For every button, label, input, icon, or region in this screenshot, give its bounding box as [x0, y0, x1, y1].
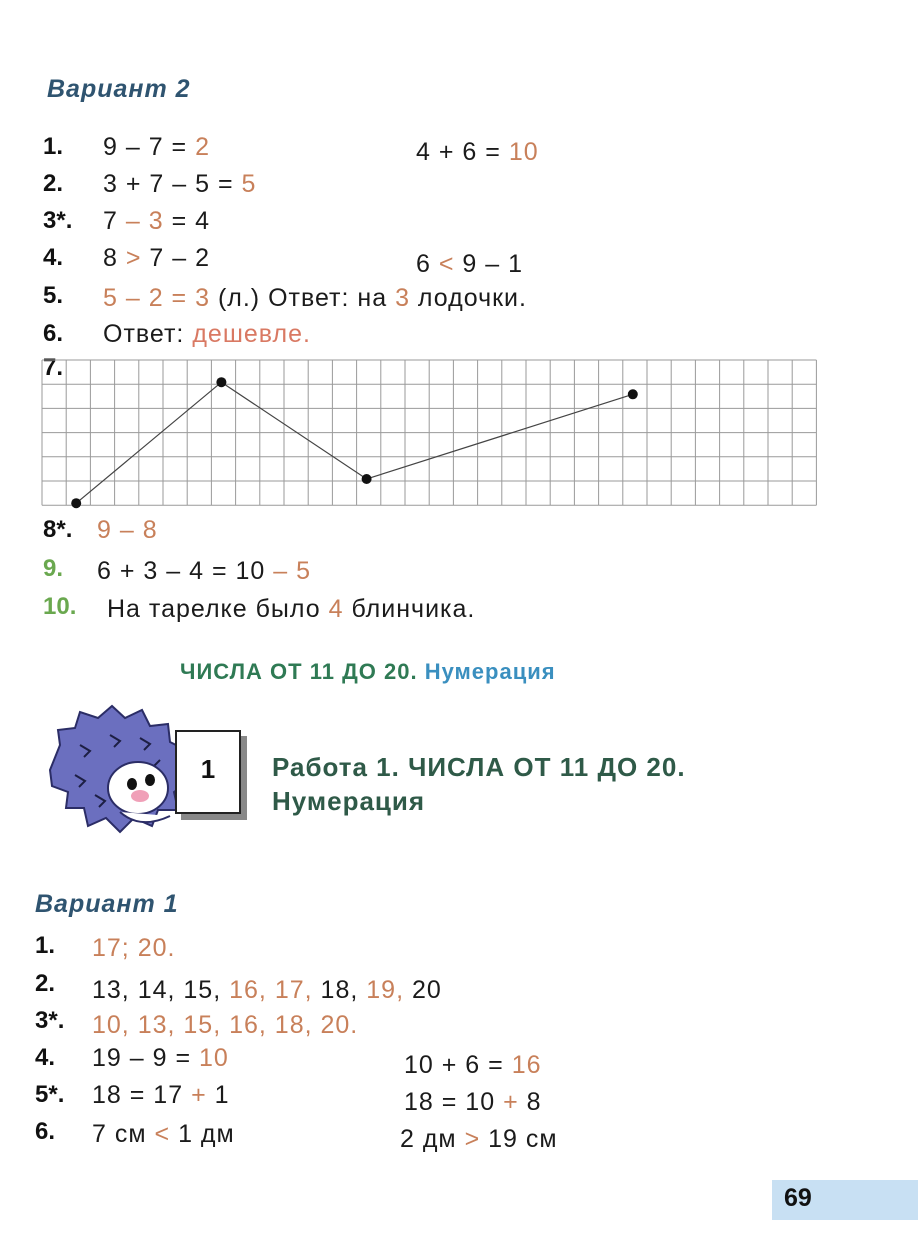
word-problem-answer: Ответ: дешевле. — [103, 320, 311, 348]
number-sequence: 10, 13, 15, 16, 18, 20. — [92, 1011, 359, 1039]
work-number-badge: 1 — [175, 730, 241, 814]
task-number: 2. — [43, 170, 64, 197]
task-number: 7. — [43, 354, 64, 381]
equation: 9 – 7 = 2 — [103, 133, 211, 161]
equation: 18 = 10 + 8 — [404, 1088, 542, 1116]
vertex-point — [216, 377, 226, 387]
word-problem-answer: 5 – 2 = 3 (л.) Ответ: на 3 лодочки. — [103, 284, 527, 312]
task-number: 2. — [35, 970, 56, 997]
task-number: 10. — [43, 593, 77, 620]
vertex-point — [362, 474, 372, 484]
vertex-point — [628, 389, 638, 399]
page-number-tab — [772, 1180, 918, 1220]
number-sequence: 13, 14, 15, 16, 17, 18, 19, 20 — [92, 976, 442, 1004]
variant-1-heading: Вариант 1 — [35, 890, 179, 918]
equation: 19 – 9 = 10 — [92, 1044, 229, 1072]
squared-grid-drawing — [40, 357, 836, 517]
page-number: 69 — [784, 1184, 812, 1212]
answer-list: 17; 20. — [92, 934, 176, 962]
task-number: 5. — [43, 282, 64, 309]
task-number: 1. — [35, 932, 56, 959]
word-problem-answer: На тарелке было 4 блинчика. — [107, 595, 476, 623]
work-title: Работа 1. ЧИСЛА ОТ 11 ДО 20. Нумерация — [272, 752, 686, 816]
task-number: 6. — [43, 320, 64, 347]
task-number: 3*. — [43, 207, 73, 234]
equation: 7 – 3 = 4 — [103, 207, 211, 235]
equation: 3 + 7 – 5 = 5 — [103, 170, 257, 198]
comparison: 7 см < 1 дм — [92, 1120, 235, 1148]
task-number: 8*. — [43, 516, 73, 543]
comparison: 2 дм > 19 см — [400, 1125, 558, 1153]
task-number: 1. — [43, 133, 64, 160]
task-number: 6. — [35, 1118, 56, 1145]
equation: 4 + 6 = 10 — [416, 138, 539, 166]
variant-2-heading: Вариант 2 — [47, 75, 191, 103]
equation: 10 + 6 = 16 — [404, 1051, 542, 1079]
equation: 9 – 8 — [97, 516, 158, 544]
task-number: 4. — [43, 244, 64, 271]
task-number: 5*. — [35, 1081, 65, 1108]
task-number: 4. — [35, 1044, 56, 1071]
comparison: 8 > 7 – 2 — [103, 244, 211, 272]
comparison: 6 < 9 – 1 — [416, 250, 524, 278]
task-number: 9. — [43, 555, 64, 582]
section-heading: ЧИСЛА ОТ 11 ДО 20. Нумерация — [180, 659, 556, 684]
task-number: 3*. — [35, 1007, 65, 1034]
broken-line — [76, 382, 633, 503]
equation: 6 + 3 – 4 = 10 – 5 — [97, 557, 312, 585]
vertex-point — [71, 498, 81, 508]
equation: 18 = 17 + 1 — [92, 1081, 230, 1109]
